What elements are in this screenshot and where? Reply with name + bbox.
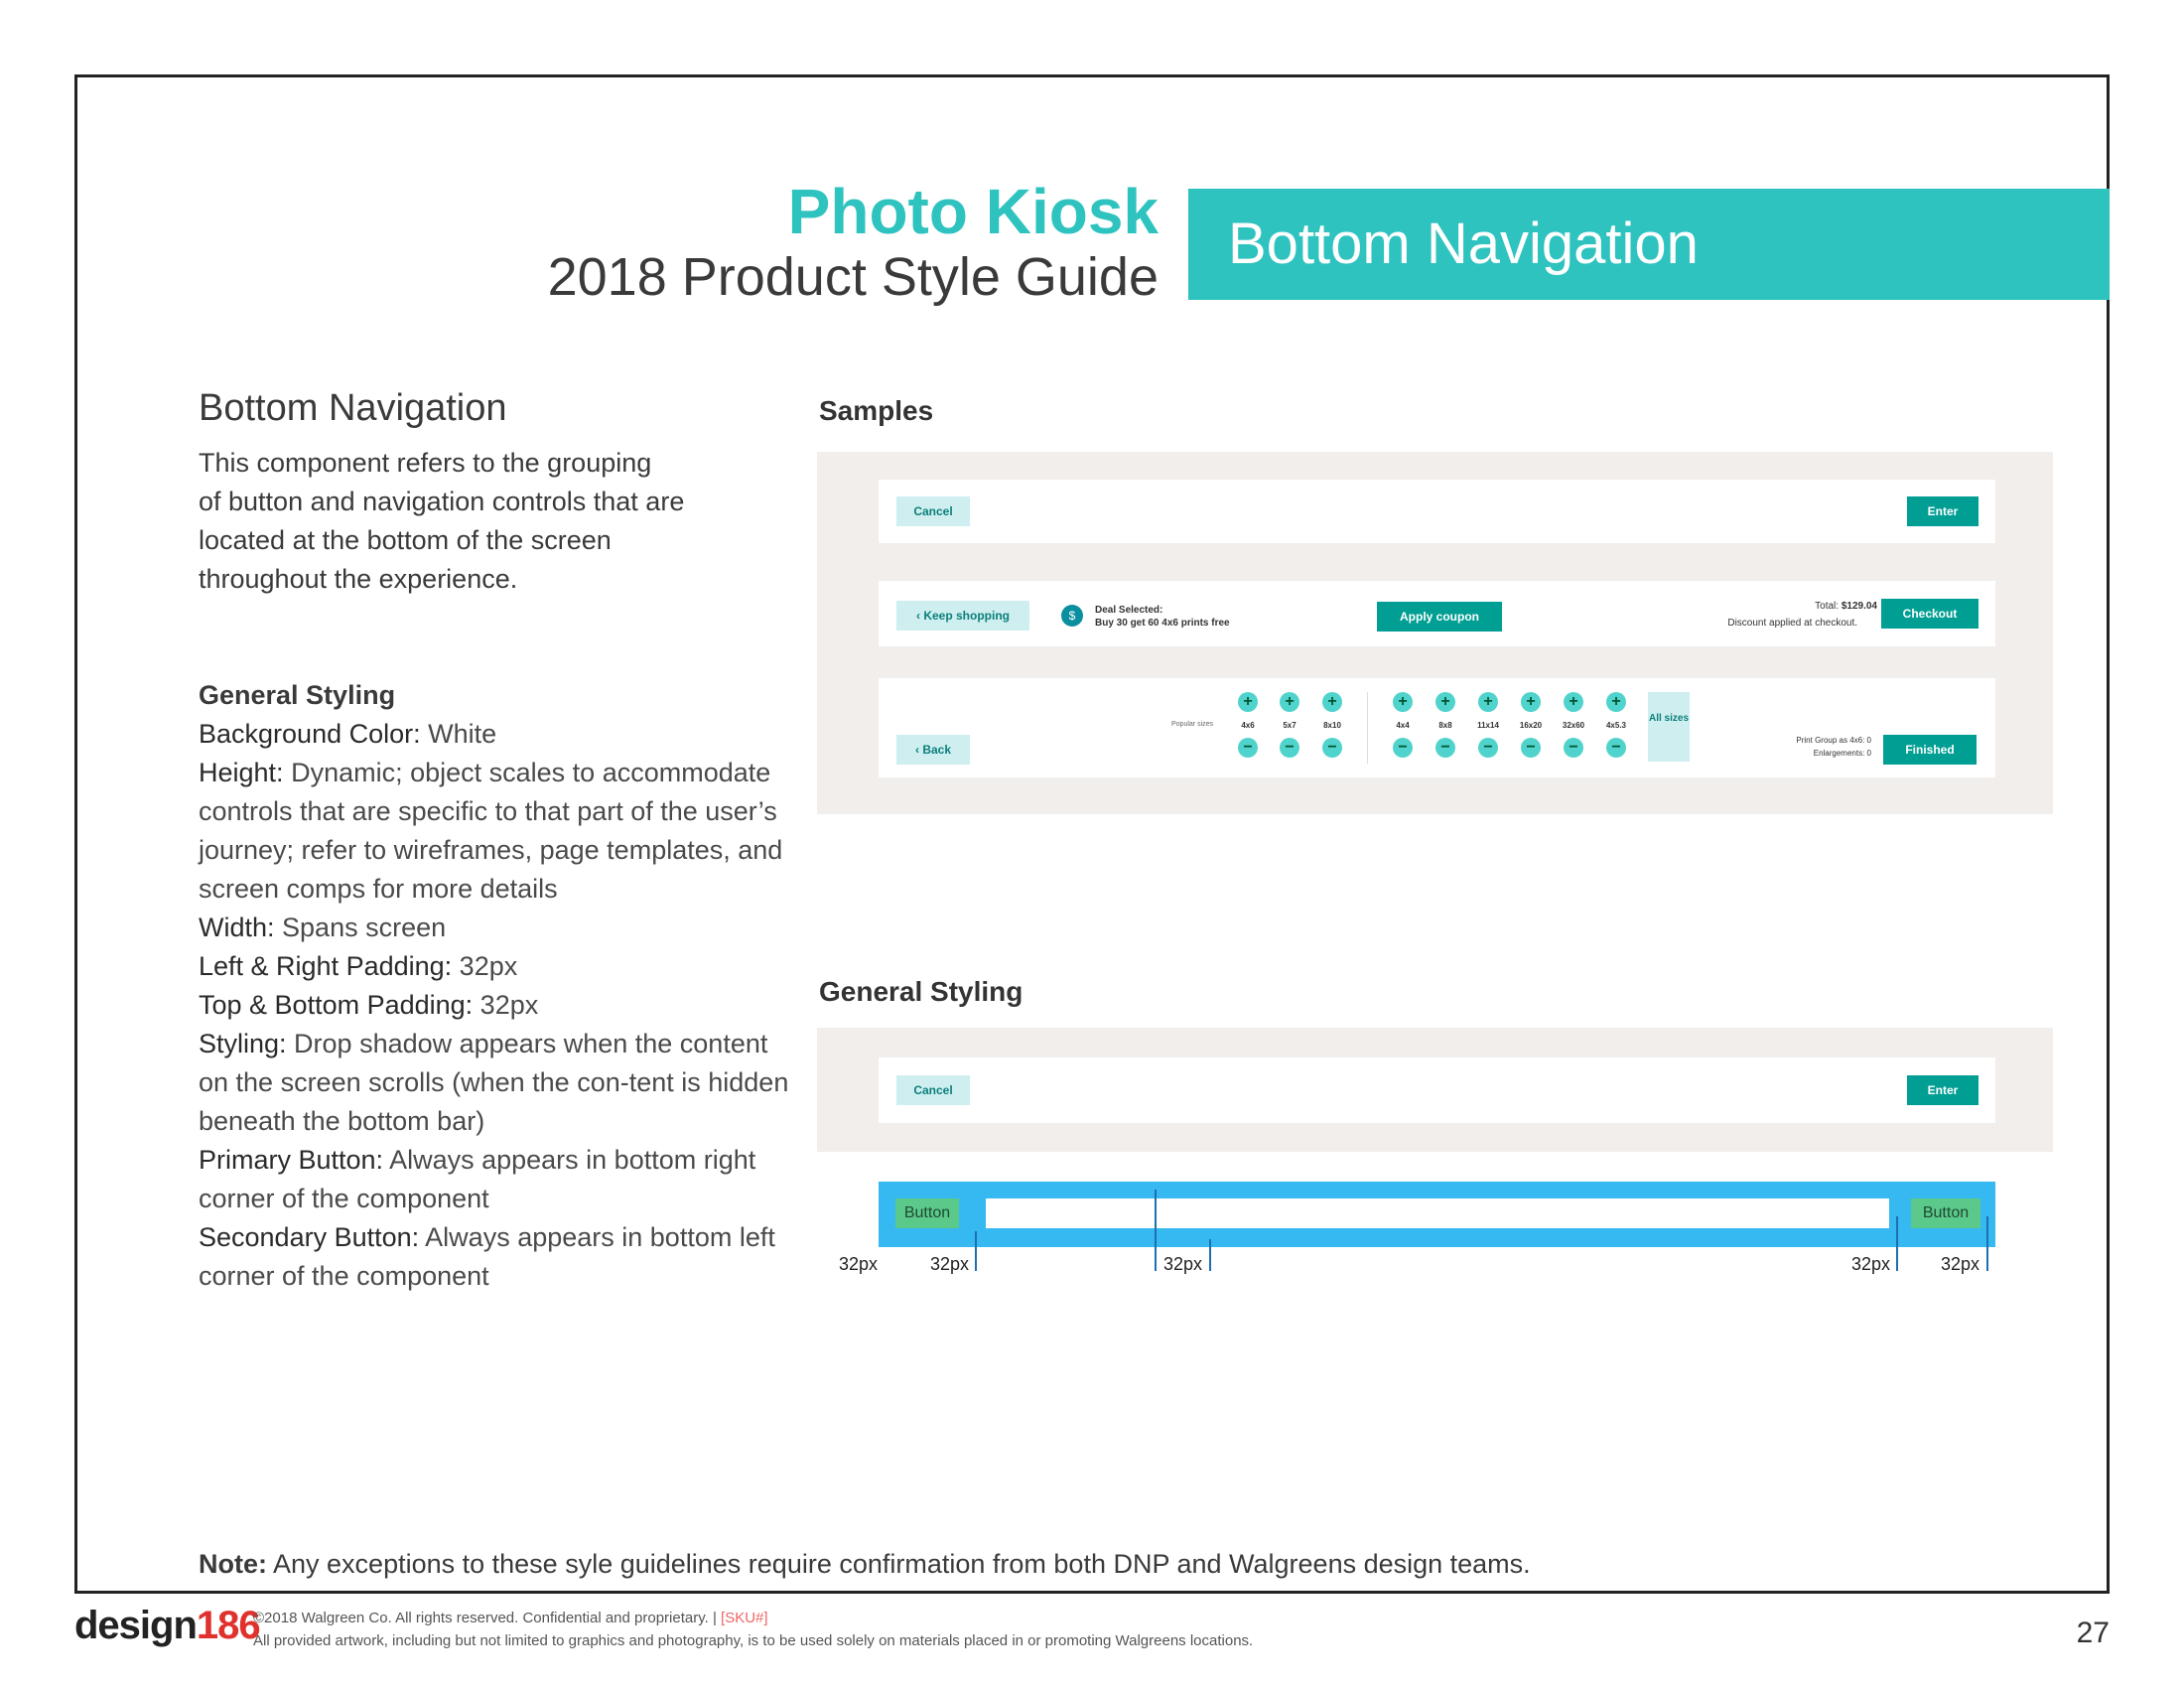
minus-icon[interactable]: − xyxy=(1564,738,1583,758)
popular-sizes-label: Popular sizes xyxy=(1171,721,1214,728)
component-intro: This component refers to the grouping of button and navigation controls that are located at the bottom of the screen throughout the experience. xyxy=(199,448,685,594)
plus-icon[interactable]: + xyxy=(1564,692,1583,712)
chevron-left-icon: ‹ xyxy=(914,743,923,757)
minus-icon[interactable]: − xyxy=(1606,738,1626,758)
measure-line xyxy=(1155,1190,1157,1271)
size-label: 4x4 xyxy=(1396,721,1410,730)
size-label: 16x20 xyxy=(1519,721,1543,730)
spec-button-right: Button xyxy=(1911,1198,1980,1228)
enlargements-count: Enlargements: 0 xyxy=(1813,749,1871,758)
enter-button[interactable]: Enter xyxy=(1907,1075,1979,1105)
guide-subtitle: 2018 Product Style Guide xyxy=(547,247,1159,307)
sample-bar-general xyxy=(879,1057,1995,1123)
sample-bar-simple xyxy=(879,480,1995,543)
exceptions-note: Note: Any exceptions to these syle guidelines require confirmation from both DNP and Walgreens design teams. xyxy=(199,1549,1531,1579)
samples-heading: Samples xyxy=(819,395,934,426)
title-block xyxy=(548,177,1159,308)
measure-line xyxy=(1896,1216,1898,1271)
size-label: 8x10 xyxy=(1323,721,1341,730)
deal-text: Buy 30 get 60 4x6 prints free xyxy=(1095,618,1230,629)
cancel-button[interactable]: Cancel xyxy=(896,496,970,526)
chevron-left-icon: ‹ xyxy=(915,609,924,623)
measure-line xyxy=(975,1231,977,1271)
divider xyxy=(1367,692,1368,764)
design186-logo: design186 xyxy=(74,1604,260,1647)
deal-title: Deal Selected: xyxy=(1095,605,1163,616)
general-styling-heading: General Styling xyxy=(199,680,396,710)
plus-icon[interactable]: + xyxy=(1521,692,1541,712)
sample-bar-cart xyxy=(879,581,1995,646)
size-label: 32x60 xyxy=(1562,721,1585,730)
plus-icon[interactable]: + xyxy=(1606,692,1626,712)
minus-icon[interactable]: − xyxy=(1478,738,1498,758)
spec-item: Left & Right Padding: 32px xyxy=(199,951,518,981)
spec-button-left: Button xyxy=(895,1198,959,1228)
padding-spec-bar xyxy=(879,1182,1995,1247)
plus-icon[interactable]: + xyxy=(1280,692,1299,712)
keep-shopping-button[interactable]: ‹ Keep shopping xyxy=(896,601,1029,631)
minus-icon[interactable]: − xyxy=(1238,738,1258,758)
dim-label: 32px xyxy=(1851,1254,1891,1274)
deal-icon: $ xyxy=(1061,605,1083,627)
finished-button[interactable]: Finished xyxy=(1883,735,1977,765)
dim-label: 32px xyxy=(1941,1254,1980,1274)
measure-line xyxy=(1209,1239,1211,1271)
dim-label: 32px xyxy=(930,1254,970,1274)
spec-item: Height: Dynamic; object scales to accommodate controls that are specific to that part of the user’s journey; refer to wireframes, page templates, and screen comps for more details xyxy=(199,758,783,904)
enter-button[interactable]: Enter xyxy=(1907,496,1979,526)
sample-bar-sizes xyxy=(879,678,1995,777)
size-label: 8x8 xyxy=(1438,721,1452,730)
size-label: 4x5.3 xyxy=(1605,721,1627,730)
page-number: 27 xyxy=(2076,1617,2110,1649)
print-group-count: Print Group as 4x6: 0 xyxy=(1796,736,1871,745)
size-label: 11x14 xyxy=(1477,721,1499,730)
component-heading: Bottom Navigation xyxy=(199,387,507,429)
description-column xyxy=(199,387,794,1296)
dim-label: 32px xyxy=(839,1254,879,1274)
minus-icon[interactable]: − xyxy=(1322,738,1342,758)
content-area xyxy=(986,1198,1889,1228)
size-label: 4x6 xyxy=(1241,721,1255,730)
checkout-button[interactable]: Checkout xyxy=(1881,599,1979,629)
plus-icon[interactable]: + xyxy=(1322,692,1342,712)
spec-item: Styling: Drop shadow appears when the content on the screen scrolls (when the con-tent is hidden beneath the bottom bar) xyxy=(199,1029,789,1136)
total-line: Total: $129.04 xyxy=(1815,601,1877,612)
general-styling-section-heading: General Styling xyxy=(819,976,1024,1007)
spec-item: Primary Button: Always appears in bottom right corner of the component xyxy=(199,1145,756,1213)
plus-icon[interactable]: + xyxy=(1238,692,1258,712)
apply-coupon-button[interactable]: Apply coupon xyxy=(1377,602,1502,632)
spec-item: Background Color: White xyxy=(199,719,497,749)
brand-title: Photo Kiosk xyxy=(787,176,1159,247)
general-styling-specs xyxy=(199,676,794,1296)
minus-icon[interactable]: − xyxy=(1280,738,1299,758)
spec-item: Secondary Button: Always appears in bottom left corner of the component xyxy=(199,1222,775,1291)
back-button[interactable]: ‹ Back xyxy=(896,735,970,765)
minus-icon[interactable]: − xyxy=(1521,738,1541,758)
general-styling-panel xyxy=(817,1028,2053,1152)
all-sizes-button[interactable]: All sizes xyxy=(1648,692,1690,762)
minus-icon[interactable]: − xyxy=(1393,738,1413,758)
measure-line xyxy=(1986,1216,1988,1271)
spec-item: Width: Spans screen xyxy=(199,913,447,942)
plus-icon[interactable]: + xyxy=(1393,692,1413,712)
samples-panel xyxy=(817,452,2053,814)
size-label: 5x7 xyxy=(1283,721,1297,730)
spec-item: Top & Bottom Padding: 32px xyxy=(199,990,539,1020)
plus-icon[interactable]: + xyxy=(1478,692,1498,712)
footer-legal: ©2018 Walgreen Co. All rights reserved. Confidential and proprietary. | [SKU#] All provided artwork, including but not limited to graphics and photography, is to be used solely on materials placed in or promoting Walgreens locations. xyxy=(253,1610,1254,1649)
plus-icon[interactable]: + xyxy=(1435,692,1455,712)
minus-icon[interactable]: − xyxy=(1435,738,1455,758)
section-banner: Bottom Navigation xyxy=(1188,189,2110,300)
discount-note: Discount applied at checkout. xyxy=(1727,618,1857,629)
dim-label: 32px xyxy=(1163,1254,1203,1274)
cancel-button[interactable]: Cancel xyxy=(896,1075,970,1105)
